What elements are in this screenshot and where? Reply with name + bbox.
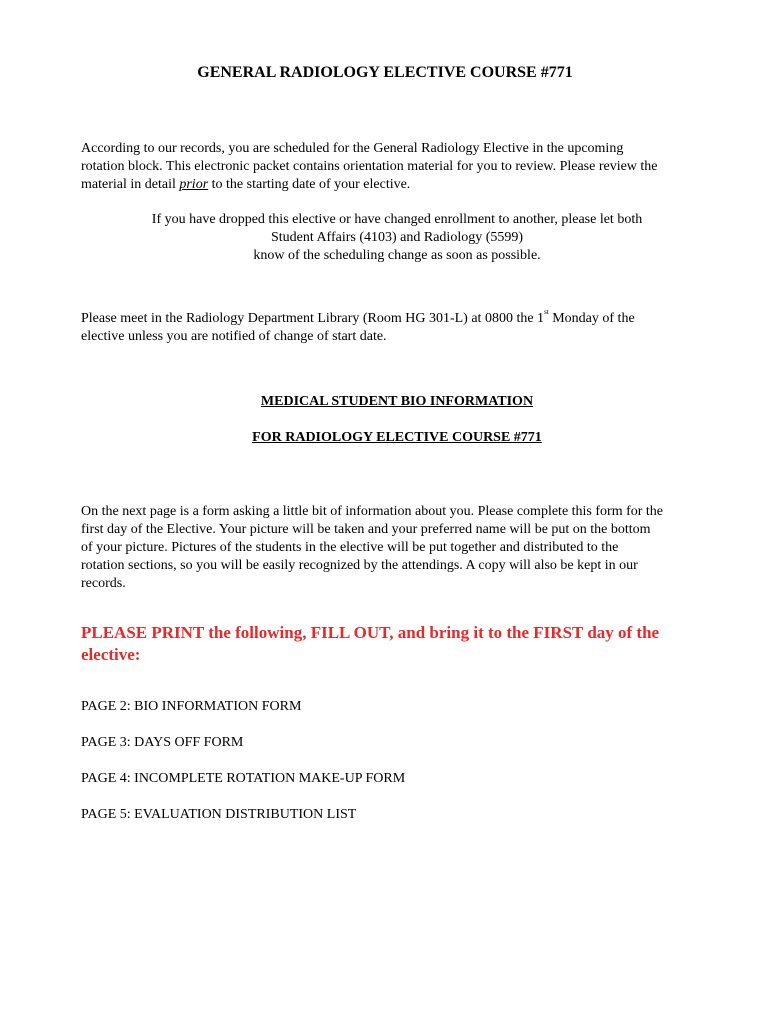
warning-line-2: elective:	[81, 645, 141, 664]
bio-line-5: records.	[81, 576, 126, 591]
ordinal-suffix: st	[544, 308, 549, 316]
meeting-line-1	[81, 303, 721, 328]
bio-line-1: On the next page is a form asking a little bit of information about you. Please complete this form for the	[81, 504, 664, 519]
list-item: PAGE 5: EVALUATION DISTRIBUTION LIST	[81, 807, 357, 822]
list-item: PAGE 2: BIO INFORMATION FORM	[81, 699, 302, 714]
bio-heading: MEDICAL STUDENT BIO INFORMATION	[260, 394, 534, 409]
intro-paragraph	[81, 140, 721, 194]
intro-line-3	[81, 176, 721, 194]
bio-line-3: of your picture. Pictures of the students in the elective will be put together and distributed to the	[81, 540, 619, 555]
emphasis-prior: prior	[179, 177, 209, 192]
dropped-line-1: If you have dropped this elective or have changed enrollment to another, please let both	[151, 212, 643, 227]
list-item: PAGE 3: DAYS OFF FORM	[81, 735, 244, 750]
print-warning	[81, 622, 711, 666]
page-list	[81, 698, 681, 842]
dropped-line-2: Student Affairs (4103) and Radiology (5599)	[270, 230, 524, 245]
meeting-paragraph	[81, 303, 721, 346]
page-title: GENERAL RADIOLOGY ELECTIVE COURSE #771	[197, 64, 573, 81]
bio-subheading: FOR RADIOLOGY ELECTIVE COURSE #771	[252, 430, 542, 445]
bio-line-2: first day of the Elective. Your picture will be taken and your preferred name will be put on the bottom	[81, 522, 651, 537]
meeting-line-1-end: Monday of the	[548, 311, 635, 326]
intro-line-3-end: to the starting date of your elective.	[208, 177, 411, 192]
list-item: PAGE 4: INCOMPLETE ROTATION MAKE-UP FORM	[81, 771, 406, 786]
meeting-line-2: elective unless you are notified of change of start date.	[81, 329, 387, 344]
warning-line-1: PLEASE PRINT the following, FILL OUT, and bring it to the FIRST day of the	[81, 623, 660, 642]
intro-line-2: rotation block. This electronic packet contains orientation material for you to review. Please review the	[81, 159, 658, 174]
intro-line-3-start: material in detail	[81, 177, 180, 192]
dropped-notice	[81, 211, 713, 265]
bio-paragraph	[81, 503, 721, 593]
intro-line-1: According to our records, you are scheduled for the General Radiology Elective in the upcoming	[81, 141, 624, 156]
dropped-line-3: know of the scheduling change as soon as possible.	[253, 248, 541, 263]
meeting-line-1-start: Please meet in the Radiology Department Library (Room HG 301-L) at 0800 the 1	[81, 311, 545, 326]
bio-line-4: rotation sections, so you will be easily recognized by the attendings. A copy will also be kept in our	[81, 558, 638, 573]
